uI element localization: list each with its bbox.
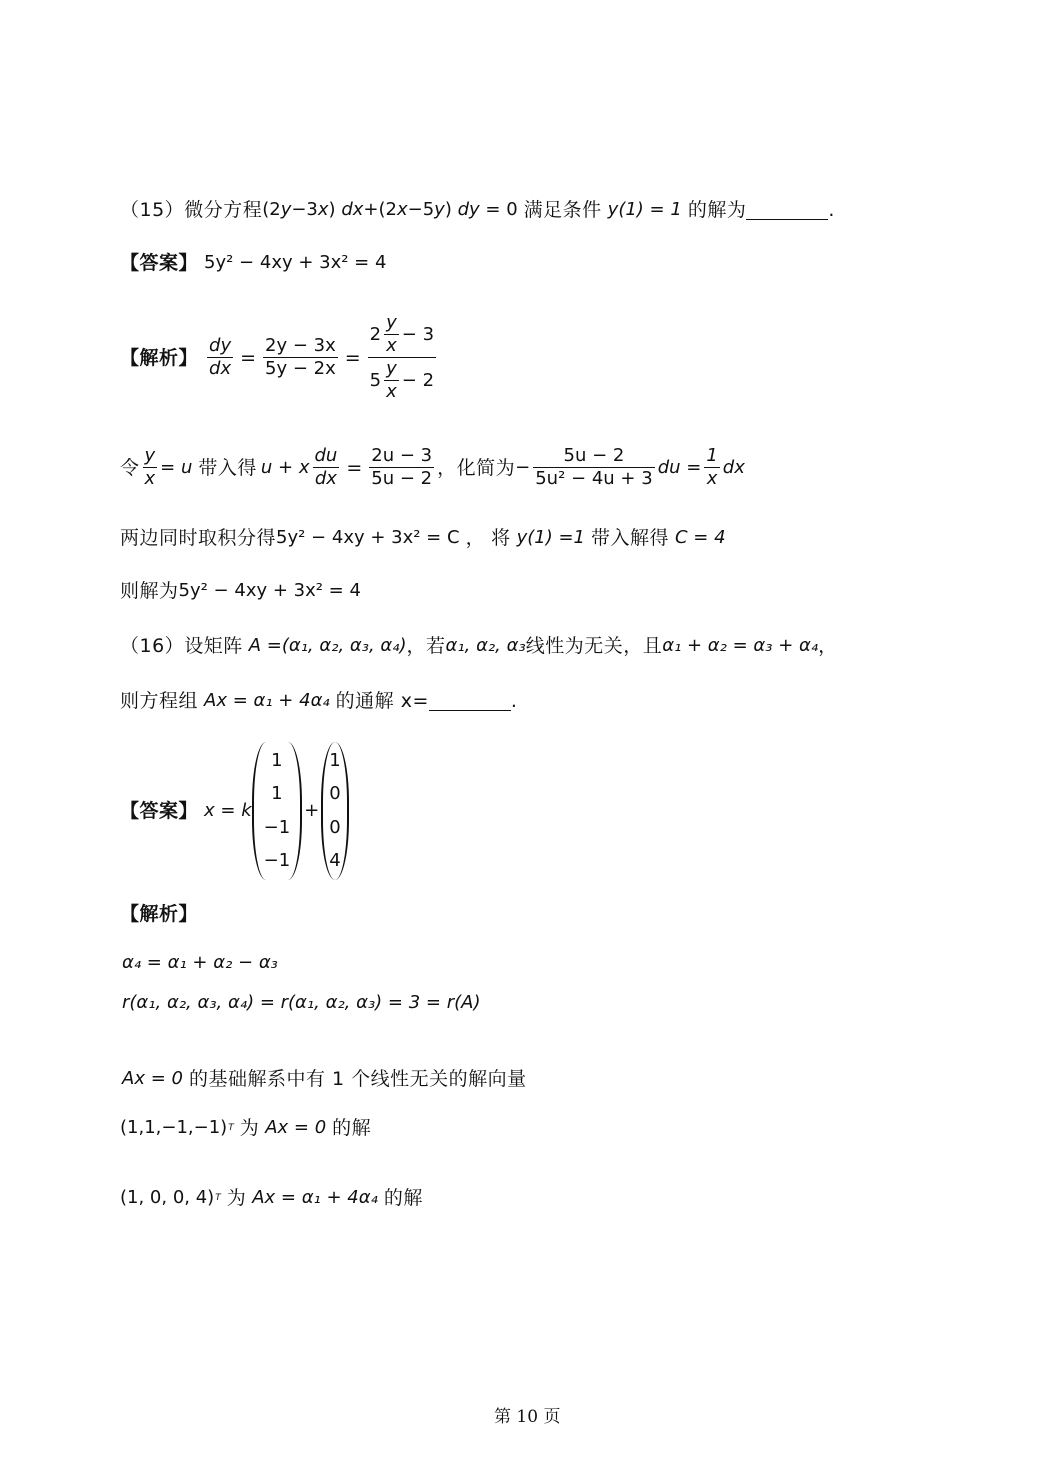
- question-number: （15）: [120, 199, 185, 221]
- q15-tail-text: 的解为: [687, 199, 747, 221]
- q15-condition-text: 满足条件: [523, 199, 602, 221]
- q16-analysis-line-d: (1,1,−1,−1) T 为 Ax = 0 的解: [120, 1117, 372, 1139]
- period: .: [828, 199, 835, 221]
- q16-analysis-line-c: Ax = 0 的基础解系中有 1 个线性无关的解向量: [122, 1068, 527, 1090]
- answer-blank: [746, 201, 828, 220]
- answer-blank: [429, 692, 511, 711]
- page-number: 第 10 页: [494, 1407, 561, 1427]
- question-number: （16）: [120, 635, 185, 657]
- analysis-label: 【解析】: [120, 903, 199, 925]
- q15-condition: y(1) = 1: [607, 199, 682, 220]
- q16-answer: 【答案】 x = k 1 1 −1 −1 + 1 0 0 4: [120, 740, 349, 882]
- q16-analysis-label: [120, 902, 198, 926]
- q16-stem-line1: （16） 设矩阵 A =(α₁, α₂, α₃, α₄) ，若 α₁, α₂, α₃ 线性为无关，且 α₁ + α₂ = α₃ + α₄ ，: [120, 635, 838, 657]
- q15-analysis-step1: 【解析】 $\frac{dy}{dx}$ = $\frac{2y - 3x}{5y - 2x}$ = 2 $\frac{y}{x}$ − 3 5 $\frac{y}{x}$ − 2: [120, 312, 435, 402]
- q16-analysis-line-e: (1, 0, 0, 4) T 为 Ax = α₁ + 4α₄ 的解: [120, 1187, 423, 1209]
- q16-stem-line2: 则方程组 Ax = α₁ + 4α₄ 的通解 x= .: [120, 690, 517, 712]
- q15-stem: [120, 198, 834, 222]
- answer-label: 【答案】: [120, 252, 199, 274]
- q15-answer-expr: 5y² − 4xy + 3x² = 4: [204, 252, 387, 273]
- answer-label: 【答案】: [120, 800, 199, 822]
- fraction-dy-dx: $\frac{dy}{dx}$: [209, 335, 232, 379]
- q16-analysis-line-b: r(α₁, α₂, α₃, α₄) = r(α₁, α₂, α₃) = 3 = r(A): [122, 992, 481, 1013]
- q15-analysis-step3: 两边同时取积分得 5y² − 4xy + 3x² = C ， 将 y(1) =1 带入解得 C = 4: [120, 527, 726, 549]
- q15-answer: [120, 251, 386, 275]
- vector-2: 1 0 0 4: [321, 742, 348, 880]
- fraction-compound: 2 $\frac{y}{x}$ − 3 5 $\frac{y}{x}$ − 2: [369, 312, 435, 402]
- fraction-ratio: $\frac{2y - 3x}{5y - 2x}$: [265, 335, 336, 379]
- q15-analysis-step4: 则解为 5y² − 4xy + 3x² = 4: [120, 580, 361, 602]
- analysis-label: 【解析】: [120, 346, 199, 369]
- vector-1: 1 1 −1 −1: [252, 742, 303, 880]
- q15-analysis-step2: 令 $\frac{y}{x}$ = u 带入得 u + x $\frac{du}{dx}$ = $\frac{2u - 3}{5u - 2}$ ， 化简为 − $\frac{5u - 2}{\text{5u² − 4u + 3}}$ du = $\frac{1}{x}$ dx: [120, 445, 745, 489]
- q15-equation: (2y−3x) dx+(2x−5y) dy = 0: [262, 199, 518, 220]
- q16-analysis-line-a: α₄ = α₁ + α₂ − α₃: [122, 952, 278, 973]
- q15-stem-text: 微分方程: [184, 199, 263, 221]
